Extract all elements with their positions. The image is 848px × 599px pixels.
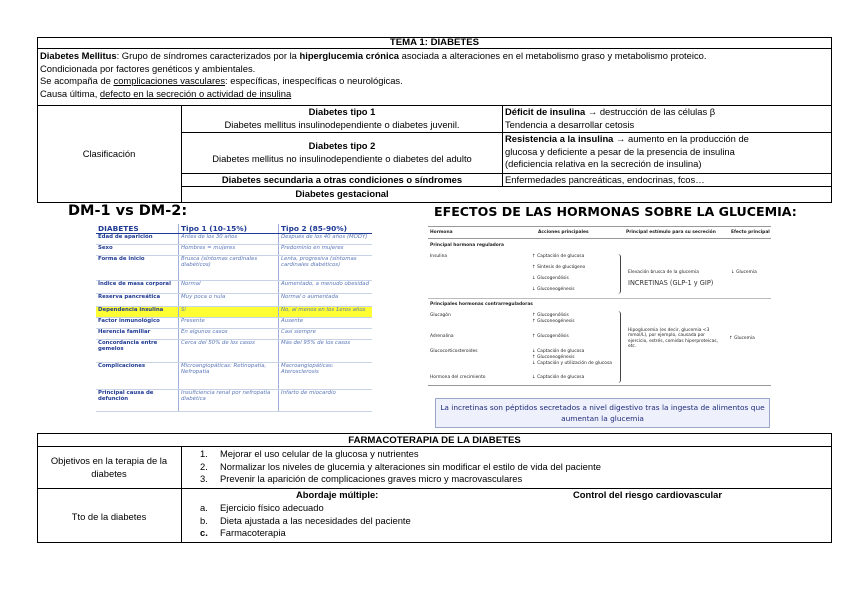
dm-cell: Muy poca o nula <box>179 294 279 307</box>
hz-section: Principal hormona reguladora <box>430 243 504 248</box>
objetivos-label: Objetivos en la terapia de la diabetes <box>50 455 168 479</box>
hz-action: ↓ Captación de glucosa <box>532 375 585 380</box>
hz-hormone: Hormona del crecimiento <box>430 375 486 380</box>
dm-row-label: Edad de aparición <box>96 234 179 245</box>
dm-cell: En algunos casos <box>179 329 279 340</box>
dm-cell: Infarto de miocardio <box>279 390 373 412</box>
dm-compare-table <box>96 224 372 412</box>
hz-action: ↑ Captación de glucosa <box>532 254 585 259</box>
dm-row-label: Factor inmunológico <box>96 318 179 329</box>
hz-action: ↑ Glucogenólisis <box>532 334 569 339</box>
objetivo-item: 3. Prevenir la aparición de complicaciones graves micro y macrovasculares <box>200 473 523 485</box>
objetivo-item: 1. Mejorar el uso celular de la glucosa y nutrientes <box>200 448 419 459</box>
objetivos-list <box>200 448 830 486</box>
dm-row-label: Índice de masa corporal <box>96 281 179 294</box>
hz-action: ↑ Gluconeogénesis <box>532 319 575 324</box>
dm-header: Tipo 2 (85-90%) <box>279 224 373 234</box>
dm-cell: Macroangiopáticas: Aterosclerosis <box>279 363 373 390</box>
dm-row-label: Dependencia insulina <box>96 307 179 318</box>
dm-cell: Después de los 40 años (MODY) <box>279 234 373 245</box>
dm-cell: Más del 95% de los casos <box>279 340 373 363</box>
tipo2-right-cell: Resistencia a la insulina → aumento en la producción de glucosa y deficiente a pesar de la presencia de insulina (deficiencia relativa en la secreción de insulina) <box>505 133 749 170</box>
hz-action: ↑ Síntesis de glucógeno <box>532 265 586 270</box>
tipo2-cell: Diabetes tipo 2 Diabetes mellitus no insulinodependiente o diabetes del adulto <box>212 140 472 164</box>
tto-label: Tto de la diabetes <box>71 511 147 522</box>
dm-cell: Normal <box>179 281 279 294</box>
dm-cell: Brusca (síntomas cardinales diabéticos) <box>179 256 279 281</box>
dm-cell: Hombres = mujeres <box>179 245 279 256</box>
dm-cell: No, al menos en los 1eros años <box>279 307 373 318</box>
tto-item: a. Ejercicio físico adecuado <box>200 502 324 513</box>
tipo1-cell: Diabetes tipo 1 Diabetes mellitus insulinodependiente o diabetes juvenil. <box>224 106 460 130</box>
secundaria-right-cell: Enfermedades pancreáticas, endocrinas, fcos… <box>505 174 705 185</box>
dm-cell: Lenta, progresiva (síntomas cardinales diabéticos) <box>279 256 373 281</box>
hz-effect: ↑ Glucemia <box>729 336 755 341</box>
hormonas-title: EFECTOS DE LAS HORMONAS SOBRE LA GLUCEMIA: <box>434 204 797 219</box>
dm-row-label: Concordancia entre gemelos <box>96 340 179 363</box>
hz-header: Hormona <box>430 230 453 235</box>
hz-action: ↓ Glucogenólisis <box>532 276 569 281</box>
dm-cell: Microangiopáticas: Retinopatía, Nefropatía <box>179 363 279 390</box>
dm-cell: Insuficiencia renal por nefropatía diabética <box>179 390 279 412</box>
objetivo-item: 2. Normalizar los niveles de glucemia y alteraciones sin modificar el estilo de vida del paciente <box>200 460 601 472</box>
incretinas-text: INCRETINAS (GLP-1 y GIP) <box>628 279 714 287</box>
dm-row-label: Herencia familiar <box>96 329 179 340</box>
page-title: TEMA 1: DIABETES <box>389 37 480 48</box>
hz-header: Efecto principal <box>731 230 770 235</box>
secundaria-cell: Diabetes secundaria a otras condiciones o síndromes <box>221 174 463 185</box>
abordaje-heading: Abordaje múltiple: <box>296 489 379 500</box>
dm-cell: Antes de los 30 años <box>179 234 279 245</box>
hz-action: ↑ Gluconeogénesis <box>532 355 575 360</box>
dm-cell: Normal o aumentada <box>279 294 373 307</box>
tto-item: c. Farmacoterapia <box>200 527 286 539</box>
hz-stimulus: Elevación brusca de la glucemia <box>628 270 699 275</box>
dm-compare-title: DM-1 vs DM-2: <box>68 203 188 219</box>
dm-row-label: Sexo <box>96 245 179 256</box>
dm-cell: Presente <box>179 318 279 329</box>
hz-effect: ↓ Glucemia <box>731 270 757 275</box>
control-heading: Control del riesgo cardiovascular <box>573 489 723 500</box>
hz-section: Principales hormonas contrarreguladoras <box>430 302 533 307</box>
dm-row-label: Reserva pancreática <box>96 294 179 307</box>
tto-list <box>200 502 600 540</box>
hz-hormone: Glucocorticosteroides <box>430 349 478 354</box>
intro-text: Diabetes Mellitus: Grupo de síndromes caracterizados por la hiperglucemia crónica asociada a alteraciones en el metabolismo graso y metabolismo proteico. Condicionada por factores genéticos y ambientales. Se acompaña de complicaciones vasculares: específicas, inespecíficas o neurológicas. Causa última, defecto en la secreción o actividad de insulina <box>40 50 707 99</box>
dm-header: Tipo 1 (10-15%) <box>179 224 279 234</box>
dm-row-label: Principal causa de defunción <box>96 390 179 412</box>
tipo1-right-cell: Déficit de insulina → destrucción de las células β Tendencia a desarrollar cetosis <box>505 106 716 130</box>
tto-item: b. Dieta ajustada a las necesidades del paciente <box>200 514 411 526</box>
hz-action: ↓ Gluconeogénesis <box>532 287 575 292</box>
hz-hormone: Adrenalina <box>430 334 454 339</box>
hz-header: Principal estímulo para su secreción <box>626 230 716 235</box>
hz-action: ↑ Glucogenólisis <box>532 313 569 318</box>
dm-cell: Casi siempre <box>279 329 373 340</box>
hz-header: Acciones principales <box>538 230 589 235</box>
hz-action: ↓ Captación y utilización de glucosa <box>532 361 612 366</box>
dm-cell: Cerca del 50% de los casos <box>179 340 279 363</box>
dm-cell: Ausente <box>279 318 373 329</box>
dm-row-label: Complicaciones <box>96 363 179 390</box>
hz-action: ↓ Captación de glucosa <box>532 349 585 354</box>
dm-cell: Sí <box>179 307 279 318</box>
hz-hormone: Insulina <box>430 254 448 259</box>
hz-stimulus: Hipoglucemia (es decir, glucemia <3 mmol/L), por ejemplo, causada por ejercicio, estrés, comidas hiperproteicas, etc. <box>628 328 718 350</box>
dm-row-label: Forma de inicio <box>96 256 179 281</box>
dm-cell: Predominio en mujeres <box>279 245 373 256</box>
gestacional-cell: Diabetes gestacional <box>295 188 389 199</box>
clasificacion-label: Clasificación <box>82 148 136 159</box>
hz-hormone: Glucagón <box>430 313 451 318</box>
farmaco-title: FARMACOTERAPIA DE LA DIABETES <box>348 435 521 446</box>
incretinas-note: La incretinas son péptidos secretados a nivel digestivo tras la ingesta de alimentos que aumentan la glucemia <box>435 398 770 428</box>
dm-header: DIABETES <box>96 224 179 234</box>
dm-cell: Aumentado, a menudo obesidad <box>279 281 373 294</box>
